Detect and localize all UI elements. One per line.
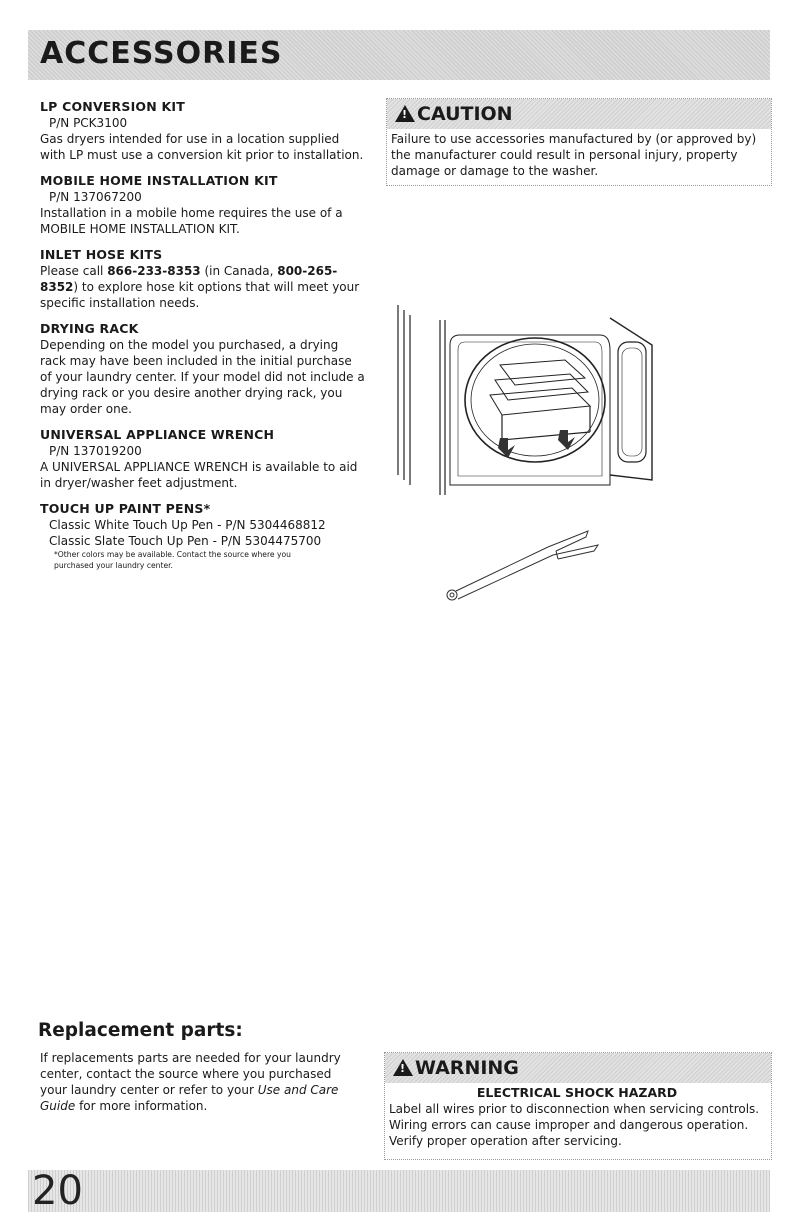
phone-number-us: 866-233-8353 <box>107 264 201 278</box>
accessories-list <box>40 98 365 580</box>
section-drying-rack <box>40 320 365 417</box>
guide-title: Use and Care Guide <box>40 1083 339 1113</box>
page-title: ACCESSORIES <box>40 36 283 71</box>
warning-title <box>393 1057 519 1079</box>
section-mobile-home <box>40 172 365 237</box>
section-text: A UNIVERSAL APPLIANCE WRENCH is available to aid in dryer/washer feet adjustment. <box>40 460 358 490</box>
text-fragment: for more information. <box>75 1099 208 1113</box>
warning-text: Label all wires prior to disconnection when servicing controls. Wiring errors can cause improper and dangerous operation. Verify proper operation after servicing. <box>389 1102 760 1148</box>
warning-header <box>385 1053 771 1083</box>
text-fragment: Please call <box>40 264 108 278</box>
text-fragment: ) to explore hose kit options that will meet your specific installation needs. <box>40 280 360 310</box>
part-number: P/N PCK3100 <box>49 116 128 130</box>
section-heading: INLET HOSE KITS <box>40 247 163 262</box>
replacement-parts-text <box>40 1050 360 1114</box>
dryer-drying-rack-illustration <box>390 290 655 500</box>
section-lp-conversion <box>40 98 365 163</box>
section-text: Depending on the model you purchased, a drying rack may have been included in the initial purchase of your laundry center. If your model did not include a drying rack or you desire another drying rack, you may order one. <box>40 338 365 416</box>
footnote: purchased your laundry center. <box>54 561 173 570</box>
warning-box <box>384 1052 772 1160</box>
section-heading: UNIVERSAL APPLIANCE WRENCH <box>40 427 275 442</box>
paint-pen-slate: Classic Slate Touch Up Pen - P/N 5304475700 <box>49 534 322 548</box>
phone-number-canada: 800-265-8352 <box>40 264 338 294</box>
appliance-wrench-illustration <box>438 525 618 605</box>
warning-body <box>385 1083 771 1153</box>
part-number: P/N 137067200 <box>49 190 142 204</box>
page-number: 20 <box>32 1168 83 1214</box>
replacement-parts-heading: Replacement parts: <box>38 1020 243 1041</box>
section-inlet-hose <box>40 246 365 311</box>
section-heading: DRYING RACK <box>40 321 139 336</box>
caution-text: Failure to use accessories manufactured by (or approved by) the manufacturer could result in personal injury, property damage or damage to the washer. <box>391 132 757 178</box>
section-wrench <box>40 426 365 491</box>
part-number: P/N 137019200 <box>49 444 142 458</box>
section-heading: MOBILE HOME INSTALLATION KIT <box>40 173 278 188</box>
section-text: Gas dryers intended for use in a location supplied with LP must use a conversion kit prior to installation. <box>40 132 364 162</box>
caution-box <box>386 98 772 186</box>
footnote: *Other colors may be available. Contact the source where you <box>54 550 291 559</box>
section-heading: LP CONVERSION KIT <box>40 99 185 114</box>
text-fragment: If replacements parts are needed for your laundry center, contact the source where you purchased your laundry center or refer to your <box>40 1051 341 1097</box>
footer-bar <box>28 1170 770 1212</box>
section-text: Installation in a mobile home requires the use of a MOBILE HOME INSTALLATION KIT. <box>40 206 343 236</box>
warning-subtitle: ELECTRICAL SHOCK HAZARD <box>476 1085 678 1100</box>
text-fragment: (in Canada, <box>200 264 278 278</box>
warning-triangle-icon: ! <box>393 1059 413 1076</box>
paint-pen-white: Classic White Touch Up Pen - P/N 5304468812 <box>49 518 326 532</box>
section-heading: TOUCH UP PAINT PENS* <box>40 501 211 516</box>
header-banner <box>28 30 770 80</box>
warning-label: WARNING <box>415 1057 519 1079</box>
caution-header <box>387 99 771 129</box>
caution-label: CAUTION <box>417 103 513 125</box>
caution-title <box>395 103 513 125</box>
warning-triangle-icon: ! <box>395 105 415 122</box>
section-paint-pens <box>40 500 365 571</box>
section-text <box>40 263 365 311</box>
